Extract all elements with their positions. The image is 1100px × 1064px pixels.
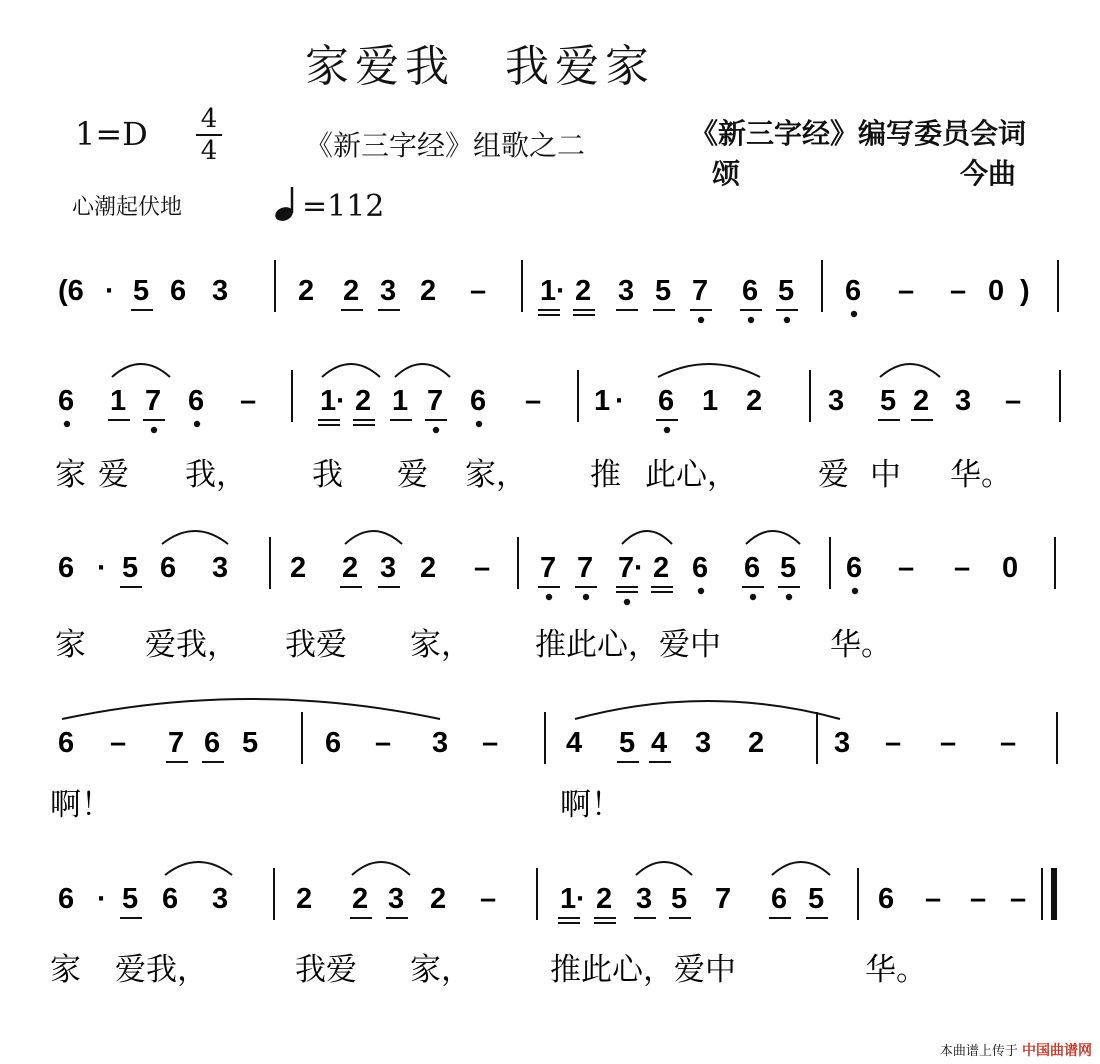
notation-note: · xyxy=(615,385,625,417)
notation-note: (6 xyxy=(58,275,84,307)
notation-note: 1 xyxy=(560,883,577,915)
notation-note: 6 xyxy=(160,552,177,584)
octave-dot xyxy=(433,427,439,433)
lyric-text: 家 xyxy=(55,457,86,493)
notation-note: – xyxy=(970,883,987,915)
notation-note: 7 xyxy=(692,275,709,307)
notation-note: 6 xyxy=(204,727,221,759)
notation-note: 5 xyxy=(619,727,636,759)
notation-note: – xyxy=(375,727,392,759)
notation-note: · xyxy=(97,552,107,584)
lyric-text: 爱 xyxy=(98,457,129,493)
lyric-text: 推 xyxy=(590,457,621,493)
octave-dot xyxy=(851,311,857,317)
notation-note: 0 xyxy=(1002,552,1019,584)
notation-note: 3 xyxy=(212,552,229,584)
score-title: 家爱我 我爱家 xyxy=(305,41,655,92)
notation-note: 6 xyxy=(58,385,75,417)
notation-note: 3 xyxy=(695,727,712,759)
notation-note: 2 xyxy=(420,275,437,307)
notation-note: 2 xyxy=(913,385,930,417)
notation-note: 2 xyxy=(746,385,763,417)
lyric-text: 我， xyxy=(185,457,247,493)
octave-dot xyxy=(784,317,790,323)
notation-note: – xyxy=(110,727,127,759)
slur xyxy=(165,862,232,875)
slur xyxy=(62,699,440,719)
octave-dot xyxy=(664,427,670,433)
notation-note: 3 xyxy=(834,727,851,759)
lyric-text: 爱我， xyxy=(115,952,208,988)
notation-note: – xyxy=(474,552,491,584)
notation-note: – xyxy=(954,552,971,584)
notation-note: 2 xyxy=(596,883,613,915)
notation-note: 1 xyxy=(320,385,337,417)
notation-note: 1 xyxy=(392,385,409,417)
notation-note: – xyxy=(240,385,257,417)
notation-note: 7 xyxy=(618,552,635,584)
notation-note: 2 xyxy=(748,727,765,759)
lyric-text: 爱我， xyxy=(145,627,238,663)
expression-mark: 心潮起伏地 xyxy=(72,195,183,220)
notation-note: 6 xyxy=(771,883,788,915)
notation-note: · xyxy=(97,883,107,915)
notation-note: 7 xyxy=(577,552,594,584)
notation-note: – xyxy=(898,552,915,584)
lyric-text: 我 xyxy=(312,457,343,493)
tempo-value: =112 xyxy=(302,189,385,224)
notation-note: 3 xyxy=(212,275,229,307)
octave-dot xyxy=(624,599,630,605)
notation-note: 7 xyxy=(540,552,557,584)
footer-text: 本曲谱上传于 xyxy=(939,1044,1018,1059)
notation-note: 2 xyxy=(430,883,447,915)
slur xyxy=(622,531,672,544)
notation-note: 1 xyxy=(702,385,719,417)
lyric-text: 家 xyxy=(50,952,81,988)
notation-note: 5 xyxy=(671,883,688,915)
notation-note: 2 xyxy=(352,883,369,915)
slur xyxy=(352,862,410,875)
lyric-text: 华。 xyxy=(865,952,927,988)
notation-note: – xyxy=(525,385,542,417)
lyric-text: 中 xyxy=(870,457,901,493)
slur xyxy=(112,364,170,377)
octave-dot xyxy=(750,594,756,600)
octave-dot xyxy=(194,421,200,427)
notation-note: · xyxy=(576,883,586,915)
notation-note: 2 xyxy=(343,275,360,307)
notation-note: 3 xyxy=(618,275,635,307)
notation-note: 6 xyxy=(692,552,709,584)
slur xyxy=(162,531,228,544)
notation-note: 7 xyxy=(145,385,162,417)
notation-note: 3 xyxy=(380,275,397,307)
notation-note: 7 xyxy=(168,727,185,759)
notation-note: – xyxy=(1005,385,1022,417)
lyric-text: 家， xyxy=(410,627,472,663)
composer-suffix: 今曲 xyxy=(960,157,1017,190)
lyric-text: 啊！ xyxy=(50,787,112,823)
notation-note: · xyxy=(336,385,346,417)
notation-note: 6 xyxy=(188,385,205,417)
notation-note: 7 xyxy=(427,385,444,417)
octave-dot xyxy=(852,588,858,594)
notation-note: 2 xyxy=(296,883,313,915)
lyric-text: 华。 xyxy=(950,457,1012,493)
lyric-text: 我爱 xyxy=(285,627,347,663)
notation-note: 6 xyxy=(58,727,75,759)
notation-note: 4 xyxy=(566,727,583,759)
notation-note: 2 xyxy=(342,552,359,584)
octave-dot xyxy=(786,594,792,600)
notation-note: 3 xyxy=(955,385,972,417)
lyric-text: 华。 xyxy=(830,627,892,663)
slur xyxy=(880,364,940,377)
notation-note: 5 xyxy=(880,385,897,417)
notation-note: 3 xyxy=(212,883,229,915)
subtitle: 《新三字经》组歌之二 xyxy=(305,129,586,162)
notation-note: 3 xyxy=(432,727,449,759)
notation-note: 6 xyxy=(58,883,75,915)
notation-note: – xyxy=(898,275,915,307)
notation-note: – xyxy=(885,727,902,759)
notation-note: – xyxy=(482,727,499,759)
lyric-text: 此心， xyxy=(645,457,738,493)
slur xyxy=(395,364,450,377)
octave-dot xyxy=(583,594,589,600)
notation-note: 6 xyxy=(162,883,179,915)
notation-note: – xyxy=(480,883,497,915)
notation-note: 2 xyxy=(653,552,670,584)
notation-note: 6 xyxy=(58,552,75,584)
slur xyxy=(746,531,800,544)
notation-note: 3 xyxy=(828,385,845,417)
notation-note: 6 xyxy=(658,385,675,417)
notation-note: 2 xyxy=(290,552,307,584)
notation-note: · xyxy=(634,552,644,584)
lyric-text: 推此心，爱中 xyxy=(550,952,736,988)
notation-note: 5 xyxy=(242,727,259,759)
slur xyxy=(575,701,840,719)
notation-note: 6 xyxy=(325,727,342,759)
lyric-text: 爱 xyxy=(397,457,428,493)
notation-note: 2 xyxy=(355,385,372,417)
octave-dot xyxy=(748,317,754,323)
lyric-text: 推此心，爱中 xyxy=(535,627,721,663)
notation-note: 5 xyxy=(122,883,139,915)
notation-note: 5 xyxy=(808,883,825,915)
octave-dot xyxy=(476,421,482,427)
notation-note: – xyxy=(940,727,957,759)
slur xyxy=(322,364,380,377)
notation-note: 3 xyxy=(388,883,405,915)
notation-note: · xyxy=(556,275,566,307)
notation-note: – xyxy=(1010,883,1027,915)
slur xyxy=(345,531,402,544)
notation-note: 6 xyxy=(744,552,761,584)
notation-note: 1 xyxy=(540,275,557,307)
notation-note: 6 xyxy=(846,552,863,584)
footer xyxy=(940,1040,1092,1060)
notation-note: 2 xyxy=(575,275,592,307)
notation-note: 5 xyxy=(133,275,150,307)
octave-dot xyxy=(698,317,704,323)
notation-note: 7 xyxy=(715,883,732,915)
lyric-text: 我爱 xyxy=(295,952,357,988)
notation-note: 5 xyxy=(122,552,139,584)
lyric-text: 家， xyxy=(465,457,527,493)
notation-note: 5 xyxy=(780,552,797,584)
octave-dot xyxy=(151,427,157,433)
slur xyxy=(658,364,760,377)
notation-note: 3 xyxy=(636,883,653,915)
notation-note: 2 xyxy=(298,275,315,307)
lyricist-credit: 《新三字经》编写委员会词 xyxy=(690,117,1027,150)
notation-note: 6 xyxy=(845,275,862,307)
notation-note: 0 xyxy=(988,275,1005,307)
slur xyxy=(772,862,830,875)
notation-note: – xyxy=(1000,727,1017,759)
lyric-text: 爱 xyxy=(818,457,849,493)
notation-note: ) xyxy=(1020,275,1030,307)
key-signature: 1=D xyxy=(75,115,148,153)
notation-note: – xyxy=(925,883,942,915)
octave-dot xyxy=(546,594,552,600)
composer-name: 颂 xyxy=(712,157,741,190)
notation-note: 1 xyxy=(110,385,127,417)
notation-note: 4 xyxy=(651,727,668,759)
octave-dot xyxy=(698,588,704,594)
meter-top: 4 xyxy=(200,104,218,134)
lyric-text: 家， xyxy=(410,952,472,988)
notation-note: – xyxy=(950,275,967,307)
meter-bottom: 4 xyxy=(200,136,218,166)
notation-note: 5 xyxy=(778,275,795,307)
octave-dot xyxy=(64,421,70,427)
slur xyxy=(636,862,692,875)
notation-note: 3 xyxy=(380,552,397,584)
notation-note: 6 xyxy=(878,883,895,915)
lyric-text: 家 xyxy=(55,627,86,663)
footer-brand-logo: 中国曲谱网 xyxy=(1022,1043,1092,1059)
notation-note: 6 xyxy=(470,385,487,417)
lyric-text: 啊！ xyxy=(560,787,622,823)
notation-note: 6 xyxy=(742,275,759,307)
notation-note: · xyxy=(105,275,115,307)
notation-note: – xyxy=(470,275,487,307)
notation-note: 1 xyxy=(594,385,611,417)
notation-note: 6 xyxy=(170,275,187,307)
notation-note: 5 xyxy=(655,275,672,307)
notation-note: 2 xyxy=(420,552,437,584)
